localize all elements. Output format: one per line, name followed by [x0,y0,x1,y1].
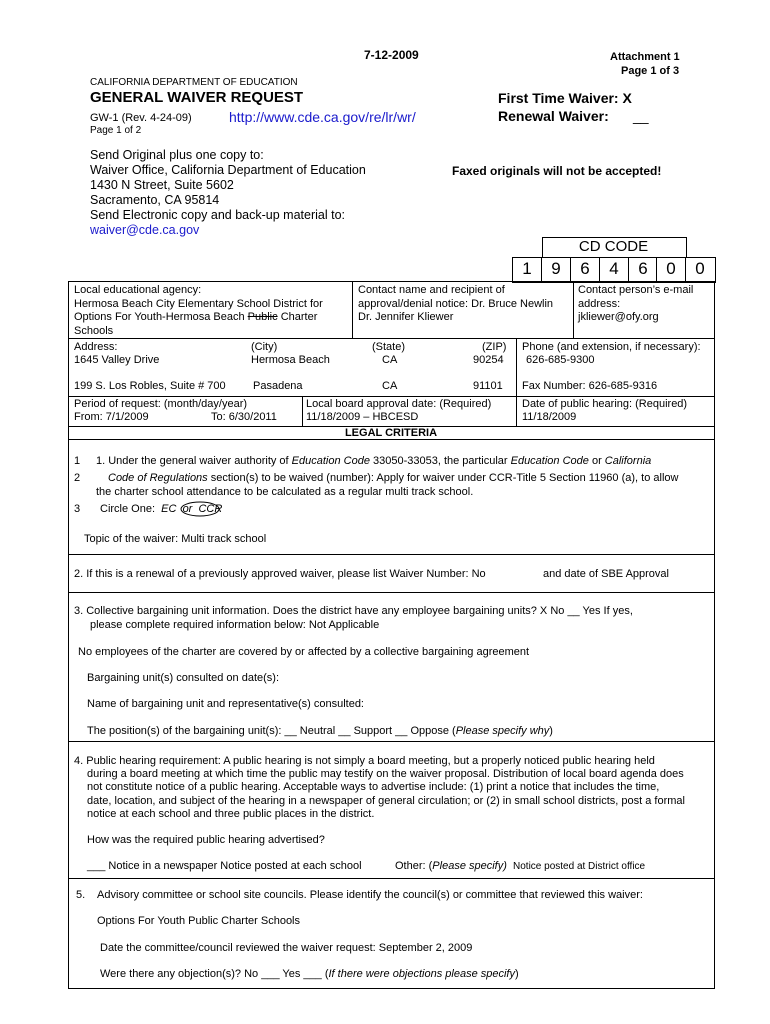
question-3: 3. Collective bargaining unit information. Does the district have any employee bargaining units? X No __ Yes If yes, [74,605,633,617]
text-part: Were there any objection(s)? No ___ Yes ___ ( [100,968,329,980]
contact-info [358,284,553,325]
phone-number: 626-685-9300 [526,354,595,366]
cd-code-digit: 0 [666,259,676,278]
zip-2: 91101 [473,380,503,392]
contact-name-2: Dr. Jennifer Kliewer [358,311,454,323]
document-date: 7-12-2009 [364,48,419,62]
question-4-line: notice at each school and three public places in the district. [87,808,375,820]
text-part: Education Code [510,455,589,467]
text-part: Notice posted at District office [513,861,646,872]
circle-mark-icon [178,498,228,520]
board-approval-label: Local board approval date: (Required) [306,398,492,410]
street-1: 1645 Valley Drive [74,354,160,366]
send-line: 1430 N Street, Suite 5602 [90,178,234,192]
question-2: 2. If this is a renewal of a previously approved waiver, please list Waiver Number: No [74,568,486,580]
text-part: Please specify why [455,725,550,737]
item-number: 5. [76,889,86,901]
waiver-email-link[interactable]: waiver@cde.ca.gov [90,223,200,237]
hearing-date: 11/18/2009 [522,411,577,423]
cd-code-label: CD CODE [578,238,649,255]
cd-code-digit: 4 [609,259,619,278]
committee-review-date: Date the committee/council reviewed the waiver request: September 2, 2009 [100,942,473,954]
lea-label: Local educational agency: [74,284,202,296]
first-time-waiver: First Time Waiver: X [498,90,632,106]
bargaining-dates: Bargaining unit(s) consulted on date(s): [87,672,279,684]
objections-question [100,968,519,982]
text-part: If there were objections please specify [328,968,515,980]
text-part: EC [161,503,177,515]
lea-name: Hermosa Beach City Elementary School District for [74,297,323,310]
text-part: section(s) to be waived (number): Apply for waiver under CCR-Title 5 Section 11960 (a), to allow [207,472,679,484]
text-part: Please specify) [432,860,507,872]
state-2: CA [382,380,398,392]
hearing-advertised-options: ___ Notice in a newspaper Notice posted at each school [87,860,362,872]
city-1: Hermosa Beach [251,354,330,366]
text-part: or [588,455,605,467]
text-part: 1. Under the general waiver authority of [96,455,292,467]
lea-name-line3: Schools [74,324,114,337]
text-part: California [604,455,652,467]
contact-label-2: approval/denial notice: Dr. Bruce Newlin [358,297,554,310]
renewal-waiver-blank: __ [633,108,649,124]
cd-code-digit: 1 [522,259,532,278]
lea-name-line2 [74,311,323,325]
lea-name-part: Options For Youth-Hermosa Beach [74,311,245,323]
hearing-advertised-other [395,860,645,874]
question-2-sbe: and date of SBE Approval [543,568,669,580]
send-line: Send Original plus one copy to: [90,148,264,162]
send-instructions [90,148,366,238]
email-label-2: address: [578,297,621,310]
renewal-waiver: Renewal Waiver: [498,108,609,124]
question-4-line: during a board meeting at which time the public may testify on the waiver proposal. Distribution of local board agenda does [87,768,684,780]
item-number: 2 [74,472,81,484]
email-label: Contact person’s e-mail [578,284,694,296]
lea-name-part: Charter [280,311,318,323]
legal-criteria-heading: LEGAL CRITERIA [344,427,438,439]
item-number: 3 [74,503,81,515]
cd-code-digit: 6 [580,259,590,278]
text-part: ) [515,968,519,980]
form-title: GENERAL WAIVER REQUEST [90,89,304,106]
period-from: From: 7/1/2009 [74,411,149,423]
waiver-url-link[interactable]: http://www.cde.ca.gov/re/lr/wr/ [229,109,416,125]
cd-code-digit: 0 [695,259,705,278]
contact-label: Contact name and recipient of [358,284,505,296]
cd-code-digit: 6 [638,259,648,278]
send-line: Send Electronic copy and back-up material to: [90,208,345,222]
hearing-label: Date of public hearing: (Required) [522,398,688,410]
fax-number: Fax Number: 626-685-9316 [522,380,658,392]
city-label: (City) [251,341,278,353]
department-name: CALIFORNIA DEPARTMENT OF EDUCATION [90,77,298,88]
cd-code-digit: 9 [551,259,561,278]
attachment-label: Attachment 1 [610,51,680,63]
question-4-line: date, location, and subject of the hearing in a newspaper of general circulation; or (2) in small school districts, post a formal [87,795,685,807]
page-of-label: Page 1 of 3 [621,65,680,77]
committee-name: Options For Youth Public Charter Schools [97,915,301,927]
question-1-line-3: the charter school attendance to be calculated as a regular multi track school. [96,486,474,498]
text-part: CCR [198,503,223,515]
text-part: Other: ( [395,860,433,872]
circle-ec-option [161,503,176,515]
send-line: Waiver Office, California Department of Education [90,163,366,177]
question-1-line [96,455,651,469]
text-part: The position(s) of the bargaining unit(s): __ Neutral __ Support __ Oppose ( [87,725,456,737]
question-3-note: No employees of the charter are covered by or affected by a collective bargaining agreement [78,646,530,658]
hearing-advertised-question: How was the required public hearing advertised? [87,834,325,846]
lea-struck-word: Public [247,311,278,323]
text-part: ) [549,725,553,737]
state-1: CA [382,354,398,366]
send-line: Sacramento, CA 95814 [90,193,220,207]
text-part: 33050-33053, the particular [369,455,511,467]
text-part: Code of Regulations [108,472,208,484]
question-1-line-2 [108,472,678,486]
question-4-line: not constitute notice of a public hearing. Acceptable ways to advertise include: (1) print a notice that includes the time, [87,781,660,793]
contact-email: jkliewer@ofy.org [578,311,659,323]
question-5: Advisory committee or school site councils. Please identify the council(s) or committee that reviewed this waiver: [97,889,643,901]
city-2: Pasadena [253,380,303,392]
question-4: 4. Public hearing requirement: A public hearing is not simply a board meeting, but a properly noticed public hearing held [74,755,655,767]
circle-one-label: Circle One: [100,503,156,515]
period-to: To: 6/30/2011 [211,411,277,423]
bargaining-unit-name: Name of bargaining unit and representative(s) consulted: [87,698,364,710]
period-label: Period of request: (month/day/year) [74,398,248,410]
waiver-topic: Topic of the waiver: Multi track school [84,533,267,545]
street-2: 199 S. Los Robles, Suite # 700 [74,380,226,392]
form-code: GW-1 (Rev. 4-24-09) [90,112,192,124]
address-label: Address: [74,341,118,353]
text-part: Education Code [291,455,370,467]
zip-label: (ZIP) [482,341,507,353]
form-page-label: Page 1 of 2 [90,125,142,136]
board-approval-date: 11/18/2009 – HBCESD [306,411,419,423]
state-label: (State) [372,341,406,353]
lea-info [74,284,323,338]
text-part: or [182,503,193,515]
contact-email-info [578,284,693,325]
fax-warning: Faxed originals will not be accepted! [452,164,662,178]
phone-label: Phone (and extension, if necessary): [522,341,701,353]
zip-1: 90254 [473,354,504,366]
question-3-line-2: please complete required information below: Not Applicable [90,619,380,631]
bargaining-position [87,725,553,739]
item-number: 1 [74,455,81,467]
